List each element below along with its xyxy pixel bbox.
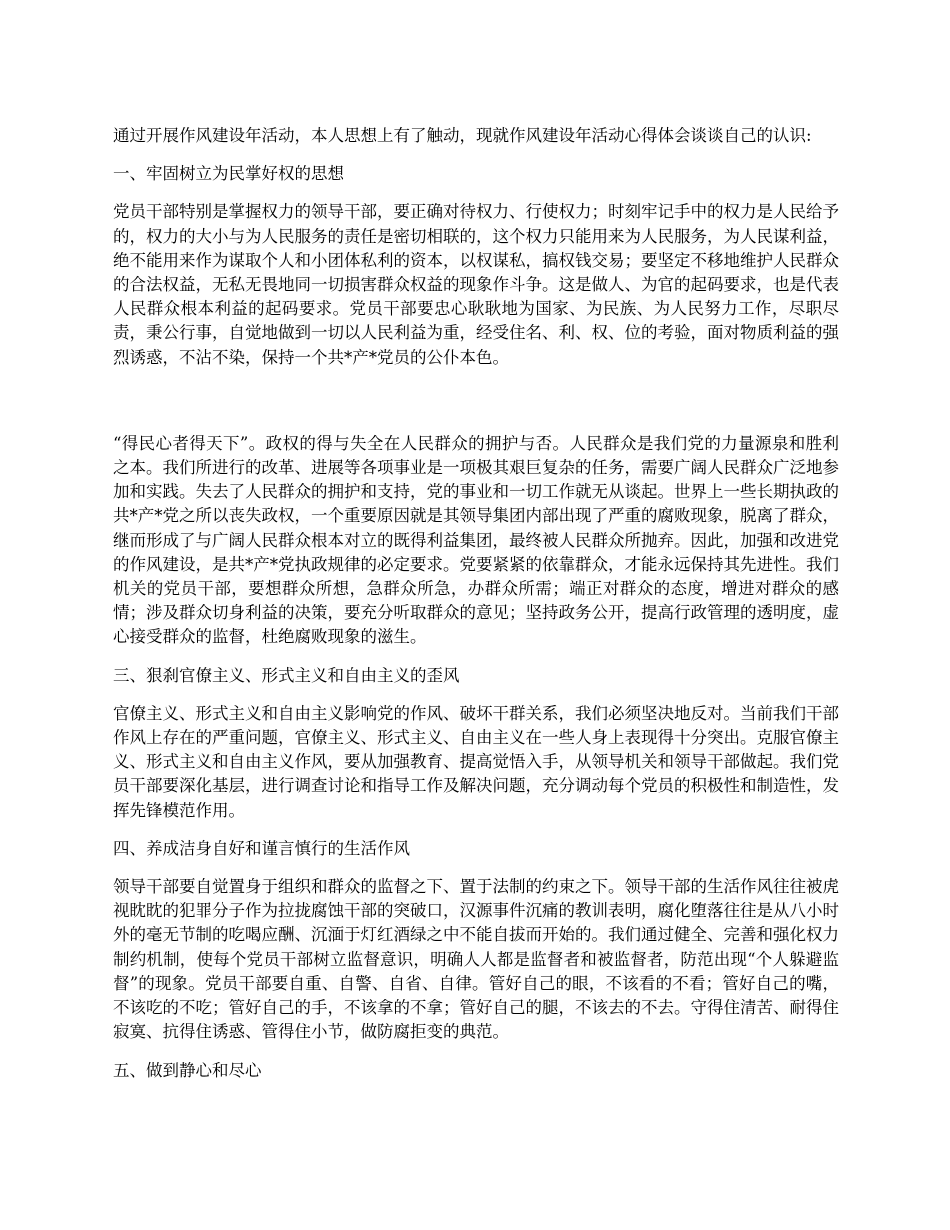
document-page: [113, 124, 839, 1097]
paragraph-gap: [113, 384, 839, 432]
section-1-paragraph: 党员干部特别是掌握权力的领导干部，要正确对待权力、行使权力；时刻牢记手中的权力是人民给予的，权力的大小与为人民服务的责任是密切相联的，这个权力只能用来为人民服务，为人民谋利益，绝不能用来作为谋取个人和小团体私利的资本，以权谋私，搞权钱交易；要坚定不移地维护人民群众的合法权益，无私无畏地同一切损害群众权益的现象作斗争。这是做人、为官的起码要求，也是代表人民群众根本利益的起码要求。党员干部要忠心耿耿地为国家、为民族、为人民努力工作，尽职尽责，秉公行事，自觉地做到一切以人民利益为重，经受住名、利、权、位的考验，面对物质利益的强烈诱惑，不沾不染，保持一个共*产*党员的公仆本色。: [113, 202, 839, 367]
section-2-paragraph: “得民心者得天下”。政权的得与失全在人民群众的拥护与否。人民群众是我们党的力量源泉和胜利之本。我们所进行的改革、进展等各项事业是一项极其艰巨复杂的任务，需要广阔人民群众广泛地参加和实践。失去了人民群众的拥护和支持，党的事业和一切工作就无从谈起。世界上一些长期执政的共*产*党之所以丧失政权，一个重要原因就是其领导集团内部出现了严重的腐败现象，脱离了群众，继而形成了与广阔人民群众根本对立的既得利益集团，最终被人民群众所抛弃。因此，加强和改进党的作风建设，是共*产*党执政规律的必定要求。党要紧紧的依靠群众，才能永远保持其先进性。我们机关的党员干部，要想群众所想，急群众所急，办群众所需；端正对群众的态度，增进对群众的感情；涉及群众切身利益的决策，要充分听取群众的意见；坚持政务公开，提高行政管理的透明度，虚心接受群众的监督，杜绝腐败现象的滋生。: [113, 433, 839, 647]
section-3-paragraph: 官僚主义、形式主义和自由主义影响党的作风、破坏干群关系，我们必须坚决地反对。当前我们干部作风上存在的严重问题，官僚主义、形式主义、自由主义在一些人身上表现得十分突出。克服官僚主义、形式主义和自由主义作风，要从加强教育、提高觉悟入手，从领导机关和领导干部做起。我们党员干部要深化基层，进行调查讨论和指导工作及解决问题，充分调动每个党员的积极性和制造性，发挥先锋模范作用。: [113, 703, 839, 820]
section-3-heading: 三、狠刹官僚主义、形式主义和自由主义的歪风: [113, 665, 460, 685]
section-5-heading: 五、做到静心和尽心: [113, 1060, 262, 1080]
section-1-heading: 一、牢固树立为民掌好权的思想: [113, 164, 344, 184]
section-4-heading: 四、养成洁身自好和谨言慎行的生活作风: [113, 838, 410, 858]
section-4-paragraph: 领导干部要自觉置身于组织和群众的监督之下、置于法制的约束之下。领导干部的生活作风往往被虎视眈眈的犯罪分子作为拉拢腐蚀干部的突破口，汉源事件沉痛的教训表明，腐化堕落往往是从八小时外的毫无节制的吃喝应酬、沉湎于灯红酒绿之中不能自拔而开始的。我们通过健全、完善和强化权力制约机制，使每个党员干部树立监督意识，明确人人都是监督者和被监督者，防范出现“个人躲避监督”的现象。党员干部要自重、自警、自省、自律。管好自己的眼，不该看的不看；管好自己的嘴，不该吃的不吃；管好自己的手，不该拿的不拿；管好自己的腿，不该去的不去。守得住清苦、耐得住寂寞、抗得住诱惑、管得住小节，做防腐拒变的典范。: [113, 877, 839, 1042]
intro-paragraph: 通过开展作风建设年活动，本人思想上有了触动，现就作风建设年活动心得体会谈谈自己的认识:: [113, 126, 812, 145]
